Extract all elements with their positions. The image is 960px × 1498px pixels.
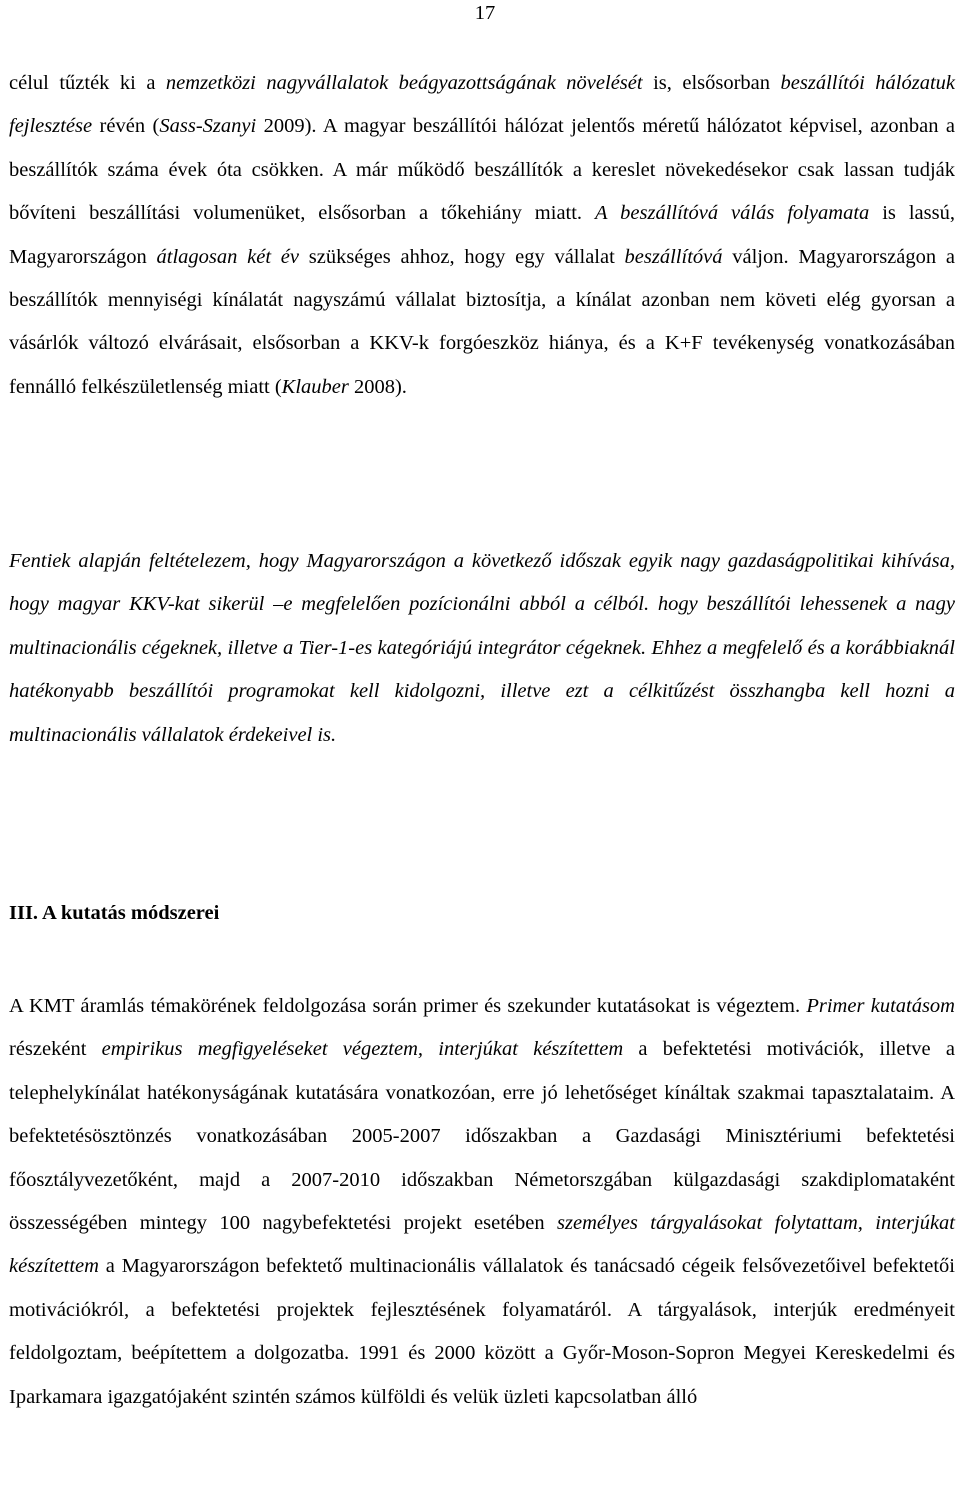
para1-text-6: szükséges ahhoz, hogy egy vállalat bbox=[299, 245, 625, 268]
hypothesis-paragraph bbox=[9, 540, 955, 757]
body-paragraph-1 bbox=[9, 62, 955, 409]
body-paragraph-3 bbox=[9, 985, 955, 1419]
para3-text-4: a Magyarországon befektető multinacionális vállalatok és tanácsadó cégeik felsővezetőivel befektetői motivációkról, a befektetési projektek fejlesztésének folyamatáról. A tárgyalások, interjúk eredményeit feldolgoztam, beépítettem a dolgozatba. 1991 és 2000 között a Győr-Moson-Sopron Megyei Kereskedelmi és Iparkamara igazgatójaként szintén számos külföldi és velük üzleti kapcsolatban álló bbox=[9, 1255, 955, 1408]
para1-citation-author: Sass-Szanyi bbox=[159, 115, 257, 138]
para1-italic-1: nemzetközi nagyvállalatok beágyazottságának növelését bbox=[165, 72, 643, 94]
para1-citation-author-2: Klauber bbox=[281, 375, 349, 398]
hypothesis-text: Fentiek alapján feltételezem, hogy Magyarországon a következő időszak egyik nagy gazdaságpolitikai kihívása, hogy magyar KKV-kat sikerül –e megfelelően pozícionálni abból a célból. hogy beszállítói lehessenek a nagy multinacionális cégeknek, illetve a Tier-1-es kategóriájú integrátor cégeknek. Ehhez a megfelelő és a korábbiaknál hatékonyabb beszállítói programokat kell kidolgozni, illetve ezt a célkitűzést összhangba kell hozni a multinacionális vállalatok érdekeivel is. bbox=[9, 550, 955, 746]
para1-text-3: révén ( bbox=[92, 115, 160, 138]
para1-text-1: célul tűzték ki a bbox=[9, 72, 166, 94]
para1-italic-2: beszállítói hálózatuk fejlesztése bbox=[9, 72, 956, 138]
para1-text-4: 2009). A magyar beszállítói hálózat jelentős méretű hálózatot képvisel, azonban a beszállítók száma évek óta csökken. A már működő beszállítók a kereslet növekedésekor csak lassan tudják bővíteni beszállítási volumenüket, elsősorban a tőkehiány miatt. bbox=[9, 115, 955, 225]
para3-italic-1: Primer kutatásom bbox=[806, 995, 955, 1017]
para3-italic-3: személyes tárgyalásokat folytattam, interjúkat készítettem bbox=[9, 1212, 955, 1278]
para3-italic-2: empirikus megfigyeléseket végeztem, interjúkat készítettem bbox=[101, 1038, 624, 1061]
page-number: 17 bbox=[474, 2, 496, 24]
para1-italic-3: A beszállítóvá válás folyamata bbox=[595, 202, 870, 225]
para1-text-2: is, elsősorban bbox=[642, 72, 781, 94]
para3-text-3: a befektetési motivációk, illetve a telephelykínálat hatékonyságának kutatására vonatkozóan, erre jó lehetőséget kínáltak szakmai tapasztalataim. A befektetésösztönzés vonatkozásában 2005-2007 időszakban a Gazdasági Minisztériumi befektetési főosztályvezetőként, majd a 2007-2010 időszakban Németorszgában külgazdasági szakdiplomataként összességében mintegy 100 nagybefektetési projekt esetében bbox=[9, 1038, 955, 1235]
para1-italic-5: beszállítóvá bbox=[624, 245, 723, 268]
para1-italic-4: átlagosan két év bbox=[156, 245, 299, 268]
para1-text-7: váljon. Magyarországon a beszállítók mennyiségi kínálatát nagyszámú vállalat biztosítja, a kínálat azonban nem követi elég gyorsan a vásárlók változó elvárásait, elsősorban a KKV-k forgóeszköz hiánya, és a K+F tevékenység vonatkozásában fennálló felkészületlenség miatt ( bbox=[9, 245, 955, 398]
section-heading: III. A kutatás módszerei bbox=[9, 902, 220, 924]
para3-text-2: részeként bbox=[9, 1038, 102, 1061]
para1-text-5: is lassú, Magyarországon bbox=[9, 202, 955, 268]
para1-text-8: 2008). bbox=[348, 375, 407, 398]
para3-text-1: A KMT áramlás témakörének feldolgozása során primer és szekunder kutatásokat is végeztem. bbox=[9, 995, 807, 1017]
